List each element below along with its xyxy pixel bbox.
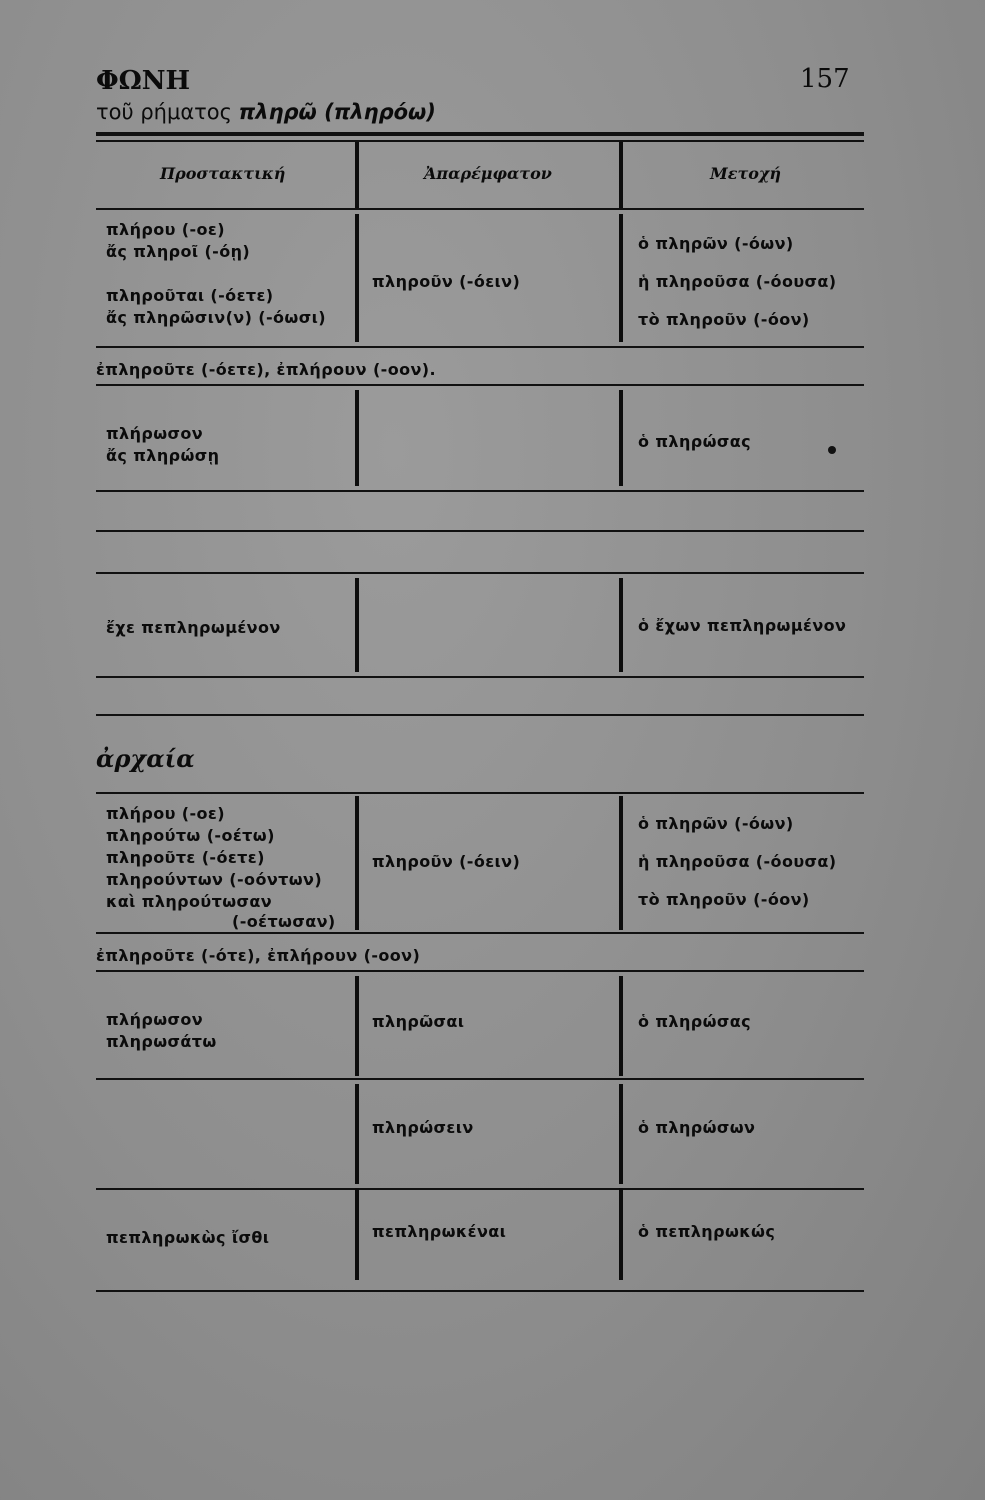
ancient-aorist-divider-1 [355,976,359,1076]
modern-perfect-imperative: ἔχε πεπληρωμένον [106,618,281,637]
ancient-present-imperative-6: (-οέτωσαν) [232,912,336,931]
ancient-imperfect-note: ἐπληροῦτε (-ότε), ἐπλήρουν (-οον) [96,946,421,965]
ancient-future-rule [96,1188,864,1190]
modern-aorist-participle: ὁ πληρώσας [638,432,752,451]
modern-present-imperative-1: πλήρου (-οε) [106,220,225,239]
page-subtitle [96,100,436,124]
ancient-present-imperative-3: πληροῦτε (-όετε) [106,848,265,867]
ancient-aorist-imperative-2: πληρωσάτω [106,1032,217,1051]
modern-present-imperative-2: ἄς πληροῖ (-όῃ) [106,242,251,261]
modern-present-participle-1: ὁ πληρῶν (-όων) [638,234,794,253]
modern-imperfect-note: ἐπληροῦτε (-όετε), ἐπλήρουν (-οον). [96,360,436,379]
ancient-perfect-divider-2 [619,1188,623,1280]
header-bottom-rule [96,208,864,210]
modern-present-participle-3: τὸ πληροῦν (-όον) [638,310,810,329]
modern-aorist-divider-1 [355,390,359,486]
header-divider-1 [355,142,359,208]
ancient-present-participle-3: τὸ πληροῦν (-όον) [638,890,810,909]
ink-spot [828,446,836,454]
ancient-present-imperative-5: καὶ πληρούτωσαν [106,892,273,911]
modern-perfect-divider-2 [619,578,623,672]
modern-perfect-participle: ὁ ἔχων πεπληρωμένον [638,616,847,635]
ancient-heading: ἀρχαία [96,744,195,773]
ancient-future-participle: ὁ πληρώσων [638,1118,756,1137]
ancient-present-participle-1: ὁ πληρῶν (-όων) [638,814,794,833]
column-header-participle: Μετοχή [710,164,782,183]
modern-present-rule [96,346,864,348]
modern-empty-rule-2 [96,572,864,574]
header-divider-2 [619,142,623,208]
ancient-aorist-participle: ὁ πληρώσας [638,1012,752,1031]
modern-aorist-imperative-1: πλήρωσον [106,424,204,443]
subtitle-prefix: τοῦ ρήματος [96,100,232,124]
top-rule-2 [96,140,864,142]
ancient-future-divider-1 [355,1084,359,1184]
modern-aorist-divider-2 [619,390,623,486]
modern-section-end-rule [96,714,864,716]
column-header-infinitive: Ἀπαρέμφατον [424,164,552,183]
ancient-present-rule [96,932,864,934]
modern-present-infinitive: πληροῦν (-όειν) [372,272,521,291]
ancient-aorist-rule [96,1078,864,1080]
ancient-perfect-participle: ὁ πεπληρωκώς [638,1222,776,1241]
ancient-aorist-divider-2 [619,976,623,1076]
modern-empty-rule-1 [96,530,864,532]
ancient-top-rule [96,792,864,794]
subtitle-verb: πληρῶ (πληρόω) [238,100,436,124]
ancient-present-infinitive: πληροῦν (-όειν) [372,852,521,871]
modern-aorist-rule [96,490,864,492]
ancient-bottom-rule [96,1290,864,1292]
ancient-aorist-imperative-1: πλήρωσον [106,1010,204,1029]
ancient-present-divider-1 [355,796,359,930]
ancient-perfect-imperative: πεπληρωκὼς ἴσθι [106,1228,270,1247]
modern-present-imperative-4: ἄς πληρῶσιν(ν) (-όωσι) [106,308,326,327]
page-title: ΦΩΝΗ [96,66,191,96]
modern-aorist-imperative-2: ἄς πληρώσῃ [106,446,220,465]
ancient-perfect-infinitive: πεπληρωκέναι [372,1222,507,1241]
ancient-aorist-infinitive: πληρῶσαι [372,1012,465,1031]
top-rule [96,132,864,136]
page-number: 157 [800,64,850,94]
ancient-imperfect-rule [96,970,864,972]
modern-present-divider-1 [355,214,359,342]
modern-perfect-divider-1 [355,578,359,672]
ancient-perfect-divider-1 [355,1188,359,1280]
ancient-present-participle-2: ἡ πληροῦσα (-όουσα) [638,852,837,871]
ancient-present-imperative-2: πληρούτω (-οέτω) [106,826,275,845]
ancient-future-divider-2 [619,1084,623,1184]
modern-present-imperative-3: πληροῦται (-όετε) [106,286,274,305]
ancient-future-infinitive: πληρώσειν [372,1118,474,1137]
ancient-present-divider-2 [619,796,623,930]
modern-present-participle-2: ἡ πληροῦσα (-όουσα) [638,272,837,291]
modern-present-divider-2 [619,214,623,342]
column-header-imperative: Προστακτική [160,164,286,183]
modern-perfect-rule [96,676,864,678]
ancient-present-imperative-1: πλήρου (-οε) [106,804,225,823]
modern-imperfect-rule [96,384,864,386]
ancient-present-imperative-4: πληρούντων (-οόντων) [106,870,323,889]
